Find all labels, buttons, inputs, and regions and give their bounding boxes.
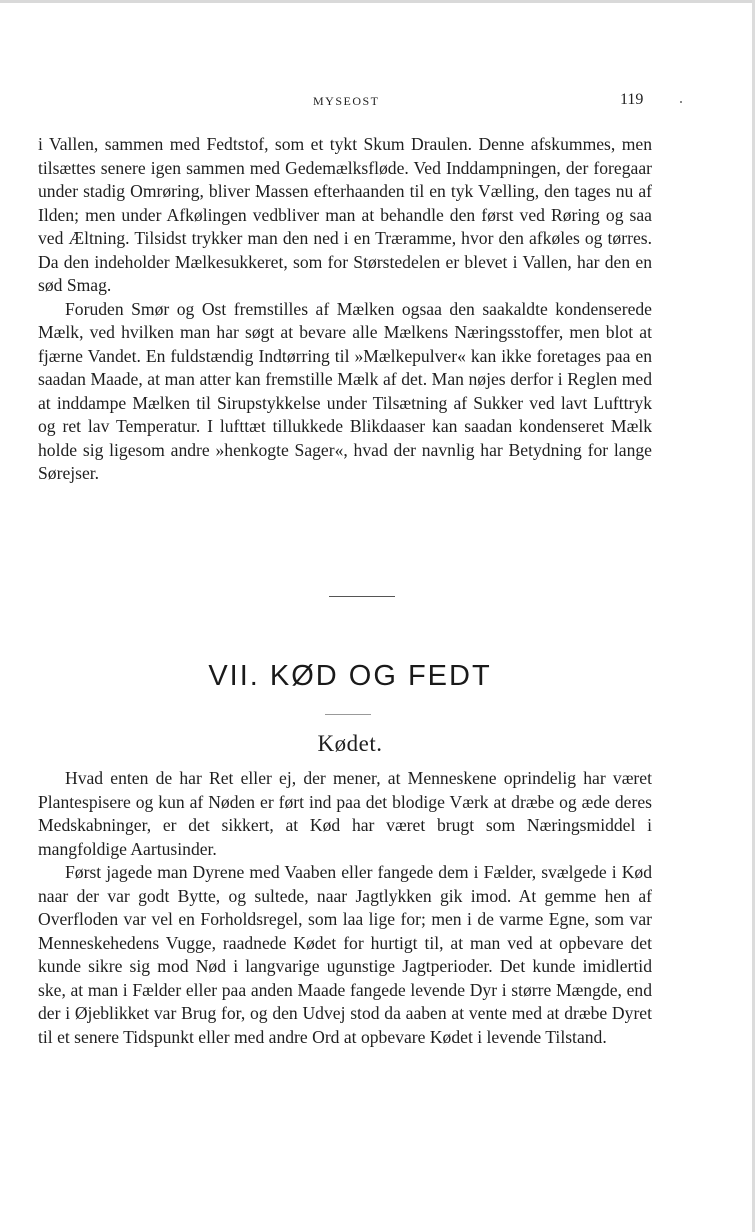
running-head: MYSEOST [313, 94, 380, 108]
paragraph: Først jagede man Dyrene med Vaaben eller fangede dem i Fælder, svælgede i Kød naar der var godt Bytte, og sultede, naar Jagtlykken gik imod. At gemme hen af Overfloden var vel en Forholdsregel, som laa lige for; men i de varme Egne, som var Menneskehedens Vugge, raadnede Kødet for hurtigt til, at man ved at opbevare det kunde sikre sig mod Nød i langvarige ugunstige Jagtperioder. Det kunde imidlertid ske, at man i Fælder eller paa anden Maade fangede levende Dyr i større Mængde, end der i Øjeblikket var Brug for, og den Udvej stod da aaben at vente med at dræbe Dyret til et senere Tidspunkt eller med andre Ord at opbevare Kødet i levende Tilstand. [38, 862, 652, 1047]
section-divider [329, 596, 395, 597]
page-number: 119 [620, 91, 644, 108]
paragraph: i Vallen, sammen med Fedtstof, som et tykt Skum Draulen. Denne afskummes, men tilsættes senere igen sammen med Gedemælksfløde. Ved Inddampningen, der foregaar under stadig Omrøring, bliver Massen efterhaanden til en tyk Vælling, den tages nu af Ilden; men under Afkølingen vedbliver man at behandle den først ved Røring og saa ved Æltning. Tilsidst trykker man den ned i en Træramme, hvor den afkøles og tørres. Da den indeholder Mælkesukkeret, som for Størstedelen er blevet i Vallen, har den en sød Smag. [38, 134, 652, 295]
body-text-top [38, 133, 652, 486]
margin-mark [680, 101, 682, 103]
section-title: Kødet. [317, 731, 383, 756]
title-divider [325, 714, 371, 715]
chapter-title: VII. KØD OG FEDT [208, 660, 492, 692]
body-text-bottom [38, 767, 652, 1049]
paragraph: Hvad enten de har Ret eller ej, der mener, at Menneskene oprindelig har været Plantespisere og kun af Nøden er ført ind paa det blodige Værk at dræbe og æde deres Medskabninger, er det sikkert, at Kød har været brugt som Næringsmiddel i mangfoldige Aartusinder. [38, 768, 652, 859]
paragraph: Foruden Smør og Ost fremstilles af Mælken ogsaa den saakaldte kondenserede Mælk, ved hvilken man har søgt at bevare alle Mælkens Næringsstoffer, men blot at fjærne Vandet. En fuldstændig Indtørring til »Mælkepulver« kan ikke foretages paa en saadan Maade, at man atter kan fremstille Mælk af det. Man nøjes derfor i Reglen med at inddampe Mælken til Sirupstykkelse under Tilsætning af Sukker ved lavt Lufttryk og ret lav Temperatur. I lufttæt tillukkede Blikdaaser kan saadan kondenseret Mælk holde sig ligesom andre »henkogte Sager«, hvad der navnlig har Betydning for lange Sørejser. [38, 298, 652, 483]
